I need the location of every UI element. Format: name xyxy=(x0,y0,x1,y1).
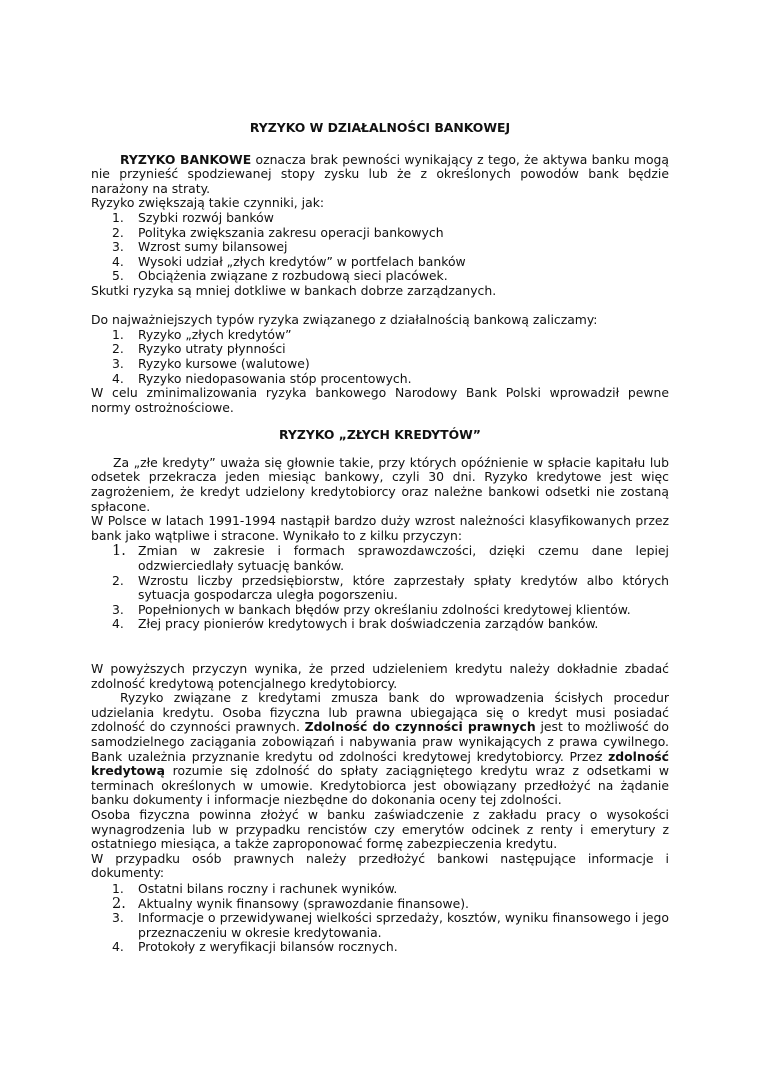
list-item: 2. Ryzyko utraty płynności xyxy=(112,341,286,357)
list-item: 4. Protokoły z weryfikacji bilansów rocznych. xyxy=(112,939,398,955)
bad-credits-paragraph: Za „złe kredyty” uważa się głownie takie, przy których opóźnienie w spłacie kapitału lub odsetek przekracza jeden miesiąc bankowy, czyli 30 dni. Ryzyko kredytowe jest więc zagrożeniem, że kredyt udzielony kredytobiorcy oraz należne bankowi odsetki nie zostaną spłacone. xyxy=(91,454,669,514)
list-item: 3. Wzrost sumy bilansowej xyxy=(112,239,288,255)
intro-term: RYZYKO BANKOWE xyxy=(120,151,252,167)
legal-intro-paragraph: W przypadku osób prawnych należy przedłożyć bankowi następujące informacje i dokumenty: xyxy=(91,850,669,881)
list-item: 4. Ryzyko niedopasowania stóp procentowych. xyxy=(112,370,412,386)
list-item: 3. Informacje o przewidywanej wielkości sprzedaży, kosztów, wyniku finansowego i jego przeznaczeniu w okresie kredytowania. xyxy=(112,910,669,940)
list-item: 3. Ryzyko kursowe (walutowe) xyxy=(112,355,310,371)
list-item: 3. Popełnionych w bankach błędów przy określaniu zdolności kredytowej klientów. xyxy=(112,601,631,617)
types-intro: Do najważniejszych typów ryzyka związanego z działalnością bankową zaliczamy: xyxy=(91,312,598,328)
list-item: 2. Aktualny wynik finansowy (sprawozdanie finansowe). xyxy=(112,895,469,912)
effects-paragraph: Skutki ryzyka są mniej dotkliwe w bankach dobrze zarządzanych. xyxy=(91,282,497,298)
list-item: 1. Ryzyko „złych kredytów” xyxy=(112,326,292,342)
list-item: 1. Szybki rozwój banków xyxy=(112,209,274,225)
result-paragraph: W powyższych przyczyn wynika, że przed udzieleniem kredytu należy dokładnie zbadać zdolność kredytową potencjalnego kredytobiorcy. xyxy=(91,661,669,691)
document-page xyxy=(91,121,669,955)
person-paragraph: Osoba fizyczna powinna złożyć w banku zaświadczenie z zakładu pracy o wysokości wynagrodzenia lub w przypadku rencistów czy emerytów odcinek z renty i emerytury z ostatniego miesiąca, a także zaproponować formę zabezpieczenia kredytu. xyxy=(91,806,669,852)
list-item: 2. Polityka zwiększania zakresu operacji bankowych xyxy=(112,224,444,240)
list-item: 4. Wysoki udział „złych kredytów” w portfelach banków xyxy=(112,253,466,269)
credit-capacity-term: zdolność kredytową xyxy=(91,748,669,779)
poland-paragraph: W Polsce w latach 1991-1994 nastąpił bardzo duży wzrost należności klasyfikowanych przez bank jako wątpliwe i stracone. Wynikało to z kilku przyczyn: xyxy=(91,513,669,543)
list-item: 1. Zmian w zakresie i formach sprawozdawczości, dzięki czemu dane lepiej odzwierciedlały sytuację banków. xyxy=(112,543,669,574)
intro-paragraph xyxy=(91,153,669,197)
nbp-paragraph: W celu zminimalizowania ryzyka bankowego Narodowy Bank Polski wprowadził pewne normy ostrożnościowe. xyxy=(91,385,669,415)
intro-text: oznacza brak pewności wynikający z tego, że aktywa banku mogą nie przynieść spodziewanej stopy zysku lub że z określonych powodów bank będzie narażony na straty. xyxy=(91,151,669,196)
causes-list xyxy=(91,544,669,632)
risk-paragraph: Ryzyko związane z kredytami zmusza bank do wprowadzenia ścisłych procedur udzielania kredytu. Osoba fizyczna lub prawna ubiegająca się o kredyt musi posiadać zdolność do czynności prawnych. Zdolność do czynności prawnych jest to możliwość do samodzielnego zaciągania zobowiązań i nabywania praw wynikających z prawa cywilnego. Bank uzależnia przyznanie kredytu od zdolności kredytowej kredytobiorcy. Przez zdolność kredytową rozumie się zdolność do spłaty zaciągniętego kredytu wraz z odsetkami w terminach określonych w umowie. Kredytobiorca jest obowiązany przedłożyć na żądanie banku dokumenty i informacje niezbędne do dokonania oceny tej zdolności. xyxy=(91,690,669,808)
list-item: 4. Złej pracy pionierów kredytowych i brak doświadczenia zarządów banków. xyxy=(112,616,599,632)
spacer xyxy=(91,632,669,662)
main-title: RYZYKO W DZIAŁALNOŚCI BANKOWEJ xyxy=(249,120,511,135)
list-item: 5. Obciążenia związane z rozbudową sieci placówek. xyxy=(112,268,448,284)
section-title: RYZYKO „ZŁYCH KREDYTÓW” xyxy=(279,427,481,443)
list-item: 1. Ostatni bilans roczny i rachunek wyników. xyxy=(112,880,398,896)
list-item: 2. Wzrostu liczby przedsiębiorstw, które zaprzestały spłaty kredytów albo których sytuacja gospodarcza uległa pogorszeniu. xyxy=(112,572,669,603)
factors-intro: Ryzyko zwiększają takie czynniki, jak: xyxy=(91,195,325,211)
factors-list xyxy=(91,211,669,284)
legal-capacity-term: Zdolność do czynności prawnych xyxy=(304,719,536,735)
documents-list xyxy=(91,882,669,955)
types-list xyxy=(91,328,669,386)
spacer xyxy=(91,299,669,314)
